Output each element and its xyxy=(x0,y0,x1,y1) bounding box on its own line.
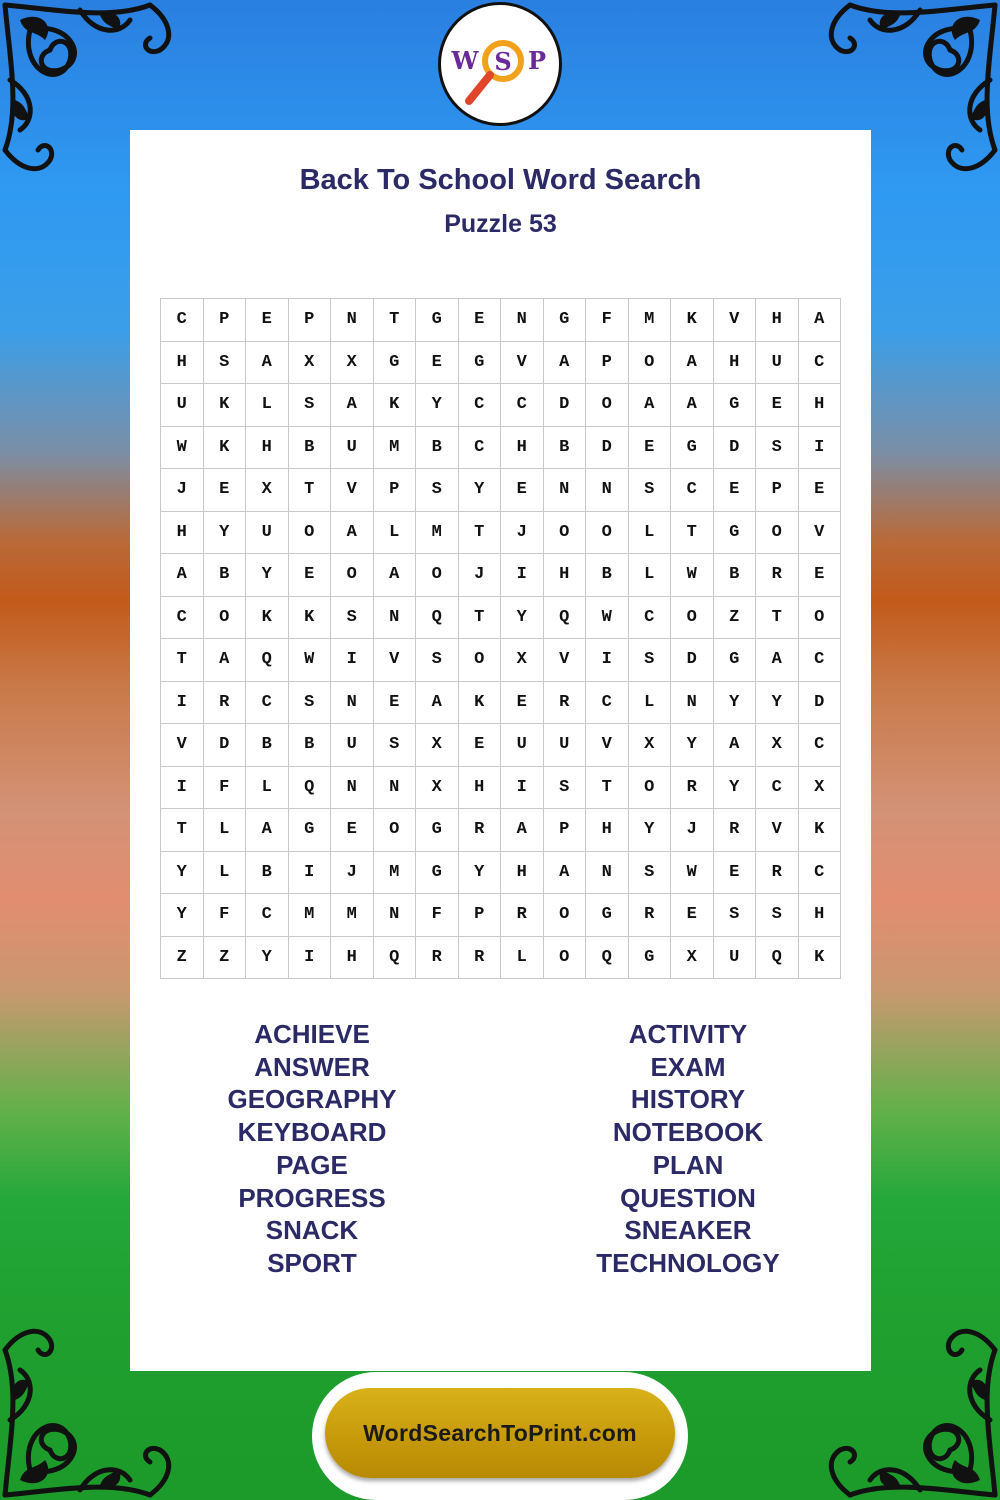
grid-cell[interactable]: M xyxy=(416,512,459,555)
grid-cell[interactable]: N xyxy=(374,767,417,810)
grid-cell[interactable]: S xyxy=(629,639,672,682)
grid-cell[interactable]: S xyxy=(331,597,374,640)
word-list-item: GEOGRAPHY xyxy=(227,1084,397,1115)
grid-cell[interactable]: V xyxy=(586,724,629,767)
grid-cell[interactable]: Y xyxy=(204,512,247,555)
grid-cell[interactable]: P xyxy=(204,299,247,342)
grid-cell[interactable]: E xyxy=(416,342,459,385)
grid-cell[interactable]: B xyxy=(289,427,332,470)
grid-cell[interactable]: R xyxy=(671,767,714,810)
grid-cell[interactable]: A xyxy=(544,342,587,385)
word-list-item: QUESTION xyxy=(620,1182,756,1213)
grid-cell[interactable]: A xyxy=(331,512,374,555)
grid-cell[interactable]: J xyxy=(331,852,374,895)
grid-cell[interactable]: W xyxy=(161,427,204,470)
grid-cell[interactable]: U xyxy=(331,427,374,470)
grid-cell[interactable]: E xyxy=(501,682,544,725)
grid-cell[interactable]: D xyxy=(714,427,757,470)
grid-cell[interactable]: E xyxy=(459,724,502,767)
grid-cell[interactable]: O xyxy=(544,512,587,555)
grid-cell[interactable]: I xyxy=(331,639,374,682)
grid-cell[interactable]: C xyxy=(799,342,842,385)
grid-cell[interactable]: E xyxy=(204,469,247,512)
grid-cell[interactable]: H xyxy=(501,427,544,470)
grid-cell[interactable]: K xyxy=(671,299,714,342)
grid-cell[interactable]: S xyxy=(289,384,332,427)
grid-cell[interactable]: H xyxy=(501,852,544,895)
word-list-item: PROGRESS xyxy=(238,1182,386,1213)
grid-cell[interactable]: U xyxy=(161,384,204,427)
grid-cell[interactable]: S xyxy=(629,469,672,512)
grid-cell[interactable]: E xyxy=(501,469,544,512)
word-list-item: SPORT xyxy=(267,1247,357,1278)
grid-cell[interactable]: C xyxy=(246,682,289,725)
grid-cell[interactable]: P xyxy=(459,894,502,937)
grid-cell[interactable]: F xyxy=(586,299,629,342)
grid-cell[interactable]: O xyxy=(756,512,799,555)
grid-cell[interactable]: S xyxy=(756,427,799,470)
grid-cell[interactable]: I xyxy=(799,427,842,470)
grid-cell[interactable]: Y xyxy=(459,469,502,512)
grid-cell[interactable]: R xyxy=(459,809,502,852)
grid-cell[interactable]: Y xyxy=(246,937,289,980)
grid-cell[interactable]: X xyxy=(629,724,672,767)
grid-cell[interactable]: X xyxy=(416,724,459,767)
grid-cell[interactable]: Q xyxy=(246,639,289,682)
grid-cell[interactable]: B xyxy=(586,554,629,597)
grid-cell[interactable]: J xyxy=(459,554,502,597)
word-list-item: EXAM xyxy=(650,1051,726,1082)
grid-cell[interactable]: R xyxy=(756,852,799,895)
grid-cell[interactable]: T xyxy=(586,767,629,810)
grid-cell[interactable]: C xyxy=(501,384,544,427)
grid-cell[interactable]: D xyxy=(586,427,629,470)
grid-cell[interactable]: C xyxy=(586,682,629,725)
grid-cell[interactable]: Z xyxy=(161,937,204,980)
grid-cell[interactable]: G xyxy=(374,342,417,385)
grid-cell[interactable]: S xyxy=(204,342,247,385)
grid-cell[interactable]: A xyxy=(246,809,289,852)
grid-cell[interactable]: X xyxy=(501,639,544,682)
grid-cell[interactable]: E xyxy=(714,469,757,512)
grid-cell[interactable]: G xyxy=(416,299,459,342)
grid-cell[interactable]: A xyxy=(246,342,289,385)
grid-cell[interactable]: H xyxy=(799,894,842,937)
grid-cell[interactable]: J xyxy=(161,469,204,512)
grid-cell[interactable]: G xyxy=(714,384,757,427)
grid-cell[interactable]: V xyxy=(799,512,842,555)
grid-cell[interactable]: R xyxy=(501,894,544,937)
word-list-item: TECHNOLOGY xyxy=(596,1247,780,1278)
grid-cell[interactable]: I xyxy=(161,767,204,810)
grid-cell[interactable]: J xyxy=(671,809,714,852)
grid-cell[interactable]: R xyxy=(714,809,757,852)
word-list-item: PLAN xyxy=(652,1149,724,1180)
word-list-item: NOTEBOOK xyxy=(612,1117,764,1148)
grid-cell[interactable]: E xyxy=(714,852,757,895)
grid-cell[interactable]: P xyxy=(374,469,417,512)
grid-cell[interactable]: E xyxy=(246,299,289,342)
grid-cell[interactable]: D xyxy=(204,724,247,767)
grid-cell[interactable]: Q xyxy=(544,597,587,640)
grid-cell[interactable]: A xyxy=(204,639,247,682)
grid-cell[interactable]: O xyxy=(289,512,332,555)
grid-cell[interactable]: B xyxy=(416,427,459,470)
grid-cell[interactable]: A xyxy=(416,682,459,725)
grid-cell[interactable]: T xyxy=(374,299,417,342)
grid-cell[interactable]: G xyxy=(714,639,757,682)
grid-cell[interactable]: T xyxy=(459,597,502,640)
grid-cell[interactable]: D xyxy=(799,682,842,725)
grid-cell[interactable]: Q xyxy=(289,767,332,810)
grid-cell[interactable]: W xyxy=(671,852,714,895)
grid-cell[interactable]: Y xyxy=(671,724,714,767)
grid-cell[interactable]: X xyxy=(756,724,799,767)
grid-cell[interactable]: L xyxy=(204,852,247,895)
grid-cell[interactable]: A xyxy=(374,554,417,597)
grid-cell[interactable]: M xyxy=(629,299,672,342)
word-list-item: ACTIVITY xyxy=(628,1019,748,1049)
grid-cell[interactable]: M xyxy=(331,894,374,937)
grid-cell[interactable]: Q xyxy=(756,937,799,980)
grid-cell[interactable]: F xyxy=(204,767,247,810)
grid-cell[interactable]: E xyxy=(799,554,842,597)
grid-cell[interactable]: S xyxy=(289,682,332,725)
logo-letter-p: P xyxy=(527,46,547,75)
grid-cell[interactable]: O xyxy=(586,512,629,555)
word-list-item: SNACK xyxy=(265,1215,359,1246)
grid-cell[interactable]: E xyxy=(374,682,417,725)
grid-cell[interactable]: H xyxy=(246,427,289,470)
grid-cell[interactable]: E xyxy=(331,809,374,852)
grid-cell[interactable]: Y xyxy=(416,384,459,427)
word-list-item: SNEAKER xyxy=(624,1215,752,1246)
grid-cell[interactable]: V xyxy=(374,639,417,682)
puzzle-card xyxy=(130,130,871,1371)
grid-cell[interactable]: C xyxy=(671,469,714,512)
grid-cell[interactable]: Y xyxy=(459,852,502,895)
grid-cell[interactable]: C xyxy=(629,597,672,640)
word-list-item: ACHIEVE xyxy=(254,1019,370,1049)
grid-cell[interactable]: G xyxy=(289,809,332,852)
grid-cell[interactable]: Z xyxy=(714,597,757,640)
grid-cell[interactable]: L xyxy=(629,554,672,597)
grid-cell[interactable]: C xyxy=(161,597,204,640)
grid-cell[interactable]: T xyxy=(671,512,714,555)
grid-cell[interactable]: S xyxy=(629,852,672,895)
grid-cell[interactable]: H xyxy=(161,512,204,555)
grid-cell[interactable]: I xyxy=(501,767,544,810)
grid-cell[interactable]: K xyxy=(246,597,289,640)
word-list-item: KEYBOARD xyxy=(237,1117,387,1148)
grid-cell[interactable]: R xyxy=(204,682,247,725)
grid-cell[interactable]: M xyxy=(374,852,417,895)
grid-cell[interactable]: D xyxy=(671,639,714,682)
grid-cell[interactable]: U xyxy=(756,342,799,385)
grid-cell[interactable]: B xyxy=(544,427,587,470)
grid-cell[interactable]: V xyxy=(331,469,374,512)
grid-cell[interactable]: N xyxy=(374,894,417,937)
grid-cell[interactable]: E xyxy=(799,469,842,512)
word-list-right xyxy=(538,1018,838,1280)
grid-cell[interactable]: U xyxy=(501,724,544,767)
grid-cell[interactable]: U xyxy=(246,512,289,555)
grid-cell[interactable]: G xyxy=(671,427,714,470)
grid-cell[interactable]: I xyxy=(501,554,544,597)
grid-cell[interactable]: L xyxy=(629,682,672,725)
grid-cell[interactable]: L xyxy=(501,937,544,980)
grid-cell[interactable]: N xyxy=(501,299,544,342)
grid-cell[interactable]: O xyxy=(331,554,374,597)
grid-cell[interactable]: U xyxy=(714,937,757,980)
grid-cell[interactable]: N xyxy=(544,469,587,512)
grid-cell[interactable]: E xyxy=(671,894,714,937)
grid-cell[interactable]: S xyxy=(756,894,799,937)
grid-cell[interactable]: X xyxy=(799,767,842,810)
grid-cell[interactable]: A xyxy=(544,852,587,895)
grid-cell[interactable]: W xyxy=(671,554,714,597)
grid-cell[interactable]: Y xyxy=(161,894,204,937)
grid-cell[interactable]: W xyxy=(289,639,332,682)
grid-cell[interactable]: X xyxy=(416,767,459,810)
grid-cell[interactable]: S xyxy=(416,469,459,512)
grid-cell[interactable]: L xyxy=(374,512,417,555)
grid-cell[interactable]: T xyxy=(161,639,204,682)
grid-cell[interactable]: V xyxy=(756,809,799,852)
grid-cell[interactable]: G xyxy=(416,809,459,852)
grid-cell[interactable]: H xyxy=(544,554,587,597)
grid-cell[interactable]: N xyxy=(331,682,374,725)
grid-cell[interactable]: C xyxy=(161,299,204,342)
grid-cell[interactable]: H xyxy=(161,342,204,385)
word-list-item: HISTORY xyxy=(630,1084,746,1115)
grid-cell[interactable]: D xyxy=(544,384,587,427)
grid-cell[interactable]: F xyxy=(416,894,459,937)
grid-cell[interactable]: P xyxy=(586,342,629,385)
grid-cell[interactable]: O xyxy=(416,554,459,597)
grid-cell[interactable]: T xyxy=(459,512,502,555)
grid-cell[interactable]: K xyxy=(374,384,417,427)
grid-cell[interactable]: K xyxy=(799,937,842,980)
grid-cell[interactable]: A xyxy=(799,299,842,342)
grid-cell[interactable]: O xyxy=(629,767,672,810)
grid-cell[interactable]: S xyxy=(714,894,757,937)
grid-cell[interactable]: L xyxy=(204,809,247,852)
grid-cell[interactable]: U xyxy=(331,724,374,767)
grid-cell[interactable]: H xyxy=(714,342,757,385)
grid-cell[interactable]: O xyxy=(629,342,672,385)
grid-cell[interactable]: G xyxy=(544,299,587,342)
grid-cell[interactable]: N xyxy=(586,852,629,895)
grid-cell[interactable]: A xyxy=(756,639,799,682)
grid-cell[interactable]: O xyxy=(204,597,247,640)
grid-cell[interactable]: G xyxy=(629,937,672,980)
grid-cell[interactable]: S xyxy=(416,639,459,682)
grid-cell[interactable]: O xyxy=(374,809,417,852)
grid-cell[interactable]: H xyxy=(459,767,502,810)
grid-cell[interactable]: K xyxy=(204,427,247,470)
grid-cell[interactable]: P xyxy=(289,299,332,342)
grid-cell[interactable]: Y xyxy=(161,852,204,895)
grid-cell[interactable]: X xyxy=(289,342,332,385)
magnifier-logo-icon xyxy=(445,9,555,119)
grid-cell[interactable]: R xyxy=(756,554,799,597)
grid-cell[interactable]: A xyxy=(501,809,544,852)
grid-cell[interactable]: K xyxy=(289,597,332,640)
grid-cell[interactable]: L xyxy=(246,384,289,427)
grid-cell[interactable]: Q xyxy=(416,597,459,640)
grid-cell[interactable]: I xyxy=(161,682,204,725)
grid-cell[interactable]: G xyxy=(586,894,629,937)
grid-cell[interactable]: C xyxy=(459,427,502,470)
grid-cell[interactable]: H xyxy=(799,384,842,427)
grid-cell[interactable]: O xyxy=(459,639,502,682)
grid-cell[interactable]: P xyxy=(756,469,799,512)
grid-cell[interactable]: Y xyxy=(501,597,544,640)
grid-cell[interactable]: A xyxy=(714,724,757,767)
grid-cell[interactable]: T xyxy=(161,809,204,852)
grid-cell[interactable]: L xyxy=(246,767,289,810)
grid-cell[interactable]: H xyxy=(331,937,374,980)
grid-cell[interactable]: Q xyxy=(374,937,417,980)
word-list-item: PAGE xyxy=(276,1149,348,1180)
grid-cell[interactable]: B xyxy=(204,554,247,597)
grid-cell[interactable]: S xyxy=(374,724,417,767)
wsp-logo[interactable] xyxy=(438,2,562,126)
letter-grid xyxy=(160,298,841,979)
grid-cell[interactable]: X xyxy=(671,937,714,980)
word-list-left xyxy=(162,1018,462,1280)
website-link-label: WordSearchToPrint.com xyxy=(363,1419,637,1446)
grid-cell[interactable]: C xyxy=(799,852,842,895)
grid-cell[interactable]: C xyxy=(459,384,502,427)
grid-cell[interactable]: N xyxy=(671,682,714,725)
grid-cell[interactable]: Y xyxy=(756,682,799,725)
grid-cell[interactable]: G xyxy=(459,342,502,385)
grid-cell[interactable]: A xyxy=(161,554,204,597)
grid-cell[interactable]: G xyxy=(714,512,757,555)
grid-cell[interactable]: E xyxy=(756,384,799,427)
grid-cell[interactable]: I xyxy=(289,937,332,980)
grid-cell[interactable]: K xyxy=(459,682,502,725)
grid-cell[interactable]: A xyxy=(331,384,374,427)
grid-cell[interactable]: Z xyxy=(204,937,247,980)
grid-cell[interactable]: O xyxy=(671,597,714,640)
grid-cell[interactable]: V xyxy=(714,299,757,342)
grid-cell[interactable]: H xyxy=(586,809,629,852)
grid-cell[interactable]: F xyxy=(204,894,247,937)
grid-cell[interactable]: B xyxy=(246,724,289,767)
grid-cell[interactable]: O xyxy=(544,894,587,937)
grid-cell[interactable]: R xyxy=(629,894,672,937)
grid-cell[interactable]: O xyxy=(544,937,587,980)
grid-cell[interactable]: C xyxy=(799,724,842,767)
website-link-button[interactable] xyxy=(325,1388,675,1478)
logo-letter-s: S xyxy=(494,47,512,76)
grid-cell[interactable]: V xyxy=(501,342,544,385)
grid-cell[interactable]: T xyxy=(756,597,799,640)
grid-cell[interactable]: A xyxy=(671,384,714,427)
grid-cell[interactable]: E xyxy=(289,554,332,597)
grid-cell[interactable]: M xyxy=(374,427,417,470)
grid-cell[interactable]: P xyxy=(544,809,587,852)
grid-cell[interactable]: K xyxy=(799,809,842,852)
grid-cell[interactable]: H xyxy=(756,299,799,342)
grid-cell[interactable]: N xyxy=(331,767,374,810)
grid-cell[interactable]: M xyxy=(289,894,332,937)
grid-cell[interactable]: X xyxy=(331,342,374,385)
grid-cell[interactable]: Y xyxy=(246,554,289,597)
grid-cell[interactable]: E xyxy=(629,427,672,470)
grid-cell[interactable]: Y xyxy=(714,682,757,725)
grid-cell[interactable]: R xyxy=(544,682,587,725)
grid-cell[interactable]: V xyxy=(161,724,204,767)
word-list-item: ANSWER xyxy=(254,1051,370,1082)
grid-cell[interactable]: C xyxy=(756,767,799,810)
grid-cell[interactable]: J xyxy=(501,512,544,555)
grid-cell[interactable]: N xyxy=(374,597,417,640)
grid-cell[interactable]: B xyxy=(714,554,757,597)
grid-cell[interactable]: I xyxy=(289,852,332,895)
page-title: Back To School Word Search xyxy=(299,164,702,196)
grid-cell[interactable]: E xyxy=(459,299,502,342)
grid-cell[interactable]: G xyxy=(416,852,459,895)
grid-cell[interactable]: N xyxy=(586,469,629,512)
grid-cell[interactable]: V xyxy=(544,639,587,682)
grid-cell[interactable]: N xyxy=(331,299,374,342)
grid-cell[interactable]: C xyxy=(246,894,289,937)
grid-cell[interactable]: O xyxy=(799,597,842,640)
grid-cell[interactable]: Q xyxy=(586,937,629,980)
grid-cell[interactable]: T xyxy=(289,469,332,512)
grid-cell[interactable]: Y xyxy=(714,767,757,810)
grid-cell[interactable]: C xyxy=(799,639,842,682)
grid-cell[interactable]: U xyxy=(544,724,587,767)
grid-cell[interactable]: O xyxy=(586,384,629,427)
grid-cell[interactable]: I xyxy=(586,639,629,682)
grid-cell[interactable]: A xyxy=(629,384,672,427)
grid-cell[interactable]: L xyxy=(629,512,672,555)
grid-cell[interactable]: S xyxy=(544,767,587,810)
grid-cell[interactable]: B xyxy=(246,852,289,895)
puzzle-number: Puzzle 53 xyxy=(444,210,557,238)
grid-cell[interactable]: X xyxy=(246,469,289,512)
grid-cell[interactable]: Y xyxy=(629,809,672,852)
grid-cell[interactable]: K xyxy=(204,384,247,427)
grid-cell[interactable]: A xyxy=(671,342,714,385)
grid-cell[interactable]: R xyxy=(459,937,502,980)
grid-cell[interactable]: W xyxy=(586,597,629,640)
grid-cell[interactable]: B xyxy=(289,724,332,767)
logo-letter-w: W xyxy=(451,46,479,75)
grid-cell[interactable]: R xyxy=(416,937,459,980)
